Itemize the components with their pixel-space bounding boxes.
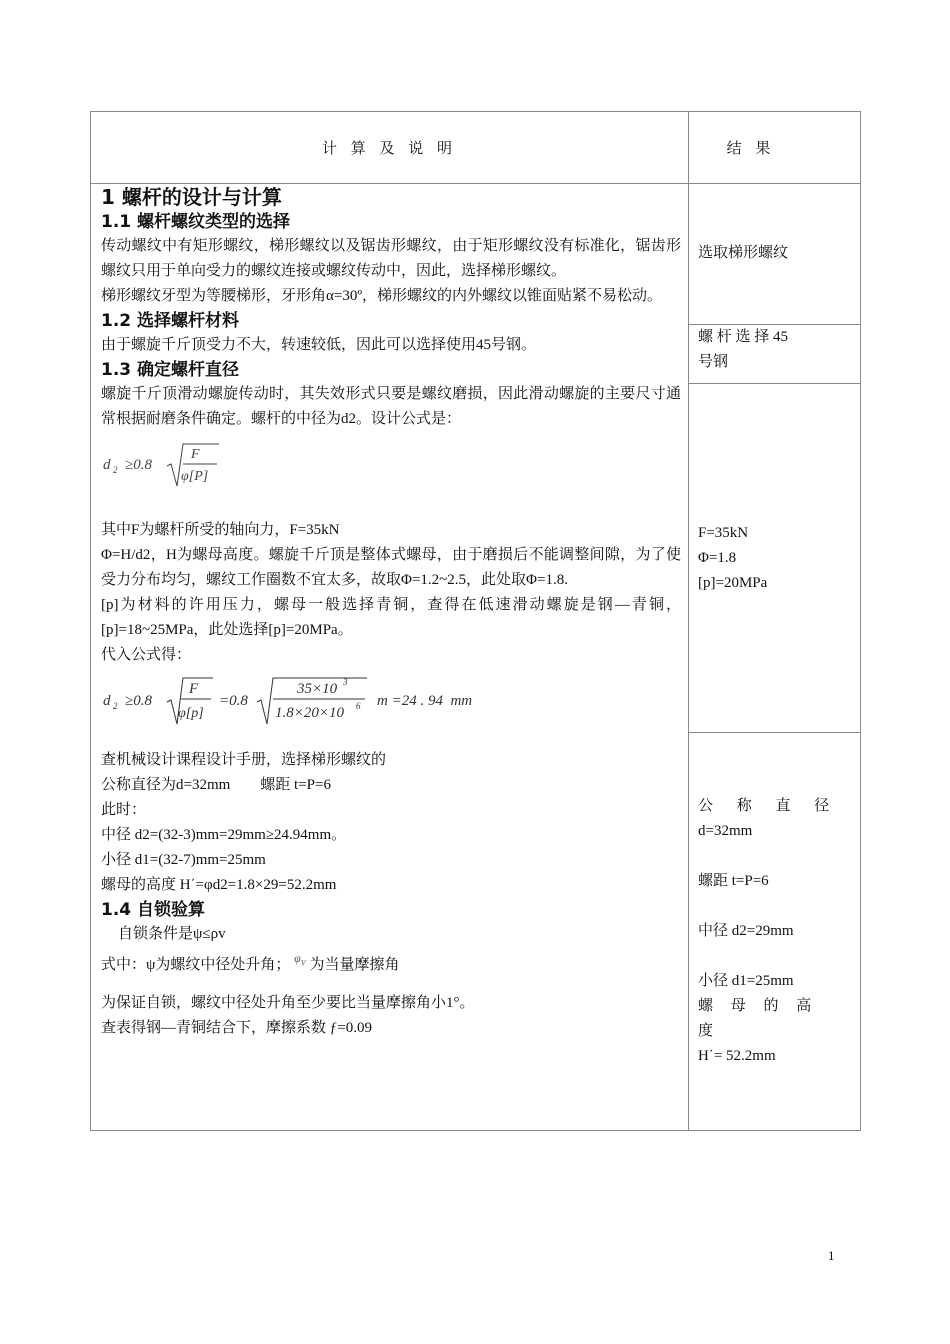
formula-lhs: d <box>103 457 111 473</box>
result-text: H΄= 52.2mm <box>698 1048 776 1064</box>
formula-svg <box>101 438 301 490</box>
equivalent-friction-angle-symbol <box>294 951 306 968</box>
paragraph: 梯形螺纹牙型为等腰梯形，牙形角α=30º，梯形螺纹的内外螺纹以锥面贴紧不易松动。 <box>101 288 662 304</box>
text-span: 式中：ψ为螺纹中径处升角； <box>101 957 291 973</box>
paragraph <box>101 953 681 982</box>
paragraph: 其中F为螺杆所受的轴向力，F=35kN <box>101 522 340 538</box>
header-calc-explanation: 计 算 及 说 明 <box>321 141 457 157</box>
formula-lhs-sub: 2 <box>113 701 118 711</box>
symbol-subscript: V <box>300 958 306 968</box>
paragraph: 由于螺旋千斤顶受力不大，转速较低，因此可以选择使用45号钢。 <box>101 337 537 353</box>
formula-relation: ≥0.8 <box>125 457 152 473</box>
denominator-exponent: 6 <box>356 701 361 711</box>
column-divider <box>688 112 689 1130</box>
header-result: 结 果 <box>726 141 776 157</box>
result-text: 公 称 直 径 <box>698 798 840 814</box>
paragraph: 自锁条件是ψ≤ρv <box>118 926 226 942</box>
text-span: 为当量摩擦角 <box>309 957 400 973</box>
formula-lhs-sub: 2 <box>113 465 118 475</box>
formula-equals: =0.8 <box>219 693 248 709</box>
result-row-divider <box>689 383 860 384</box>
result-text: 小径 d1=25mm <box>698 973 794 989</box>
paragraph: 传动螺纹中有矩形螺纹，梯形螺纹以及锯齿形螺纹，由于矩形螺纹没有标准化，锯齿形螺纹只用于单向受力的螺纹连接或螺纹传动中，因此，选择梯形螺纹。 <box>101 238 681 279</box>
subsection-title: 1.1 螺杆螺纹类型的选择 <box>101 212 291 232</box>
design-formula <box>101 438 681 490</box>
result-text: 螺 母 的 高 度 <box>698 998 819 1039</box>
paragraph: 中径 d2=(32-3)mm=29mm≥24.94mm。 <box>101 827 347 843</box>
subsection-title: 1.4 自锁验算 <box>101 900 206 920</box>
substituted-formula <box>101 672 681 728</box>
paragraph: [p]为材料的许用压力，螺母一般选择青铜，查得在低速滑动螺旋是钢—青铜，[p]=18~25MPa，此处选择[p]=20MPa。 <box>101 597 681 638</box>
subsection-title: 1.3 确定螺杆直径 <box>101 360 240 380</box>
paragraph: 代入公式得： <box>101 647 192 663</box>
result-text: 螺距 t=P=6 <box>698 873 769 889</box>
symbol-text: φ <box>294 951 301 965</box>
formula-result: m =24 . 94 mm <box>377 693 473 709</box>
denominator-value: 1.8×20×10 <box>275 705 344 721</box>
result-dimensions <box>698 794 848 1069</box>
paragraph: 小径 d1=(32-7)mm=25mm <box>101 852 266 868</box>
calc-content <box>101 184 681 1041</box>
result-text: Φ=1.8 <box>698 550 737 566</box>
calculation-table <box>90 111 861 1131</box>
numerator-exponent: 3 <box>343 677 348 687</box>
page-number: 1 <box>828 1248 835 1263</box>
formula-svg <box>101 672 521 728</box>
result-text: 选取梯形螺纹 <box>698 245 789 261</box>
fraction-numerator: F <box>189 681 199 697</box>
fraction-numerator: F <box>191 447 200 462</box>
result-text: 螺 杆 选 择 45 <box>698 329 789 345</box>
result-material <box>698 325 848 375</box>
result-row-divider <box>689 732 860 733</box>
paragraph: 为保证自锁，螺纹中径处升角至少要比当量摩擦角小1°。 <box>101 995 475 1012</box>
numerator-value: 35×10 <box>297 681 338 697</box>
formula-relation: ≥0.8 <box>125 693 152 709</box>
subsection-title: 1.2 选择螺杆材料 <box>101 311 240 331</box>
paragraph: 螺母的高度 H΄=φd2=1.8×29=52.2mm <box>101 877 337 893</box>
result-text: [p]=20MPa <box>698 575 768 591</box>
result-thread-type <box>698 241 848 266</box>
result-text: 号钢 <box>698 354 729 370</box>
fraction-denominator: φ[p] <box>178 706 204 721</box>
paragraph: 螺旋千斤顶滑动螺旋传动时，其失效形式只要是螺纹磨损，因此滑动螺旋的主要尺寸通常根据耐磨条件确定。螺杆的中径为d2。设计公式是： <box>101 386 681 427</box>
result-text: F=35kN <box>698 525 749 541</box>
paragraph: 此时： <box>101 802 147 818</box>
section-title: 1 螺杆的设计与计算 <box>101 185 282 209</box>
paragraph: 查表得钢—青铜结合下，摩擦系数 ƒ=0.09 <box>101 1020 372 1037</box>
paragraph: 公称直径为d=32mm 螺距 t=P=6 <box>101 777 331 793</box>
result-parameters <box>698 521 848 596</box>
paragraph: 查机械设计课程设计手册，选择梯形螺纹的 <box>101 752 387 768</box>
result-text: 中径 d2=29mm <box>698 923 794 939</box>
fraction-denominator: φ[P] <box>181 469 209 484</box>
result-text: d=32mm <box>698 823 753 839</box>
formula-lhs: d <box>103 693 111 709</box>
paragraph: Φ=H/d2，H为螺母高度。螺旋千斤顶是整体式螺母，由于磨损后不能调整间隙，为了使受力分布均匀，螺纹工作圈数不宜太多，故取Φ=1.2~2.5，此处取Φ=1.8. <box>101 547 681 588</box>
